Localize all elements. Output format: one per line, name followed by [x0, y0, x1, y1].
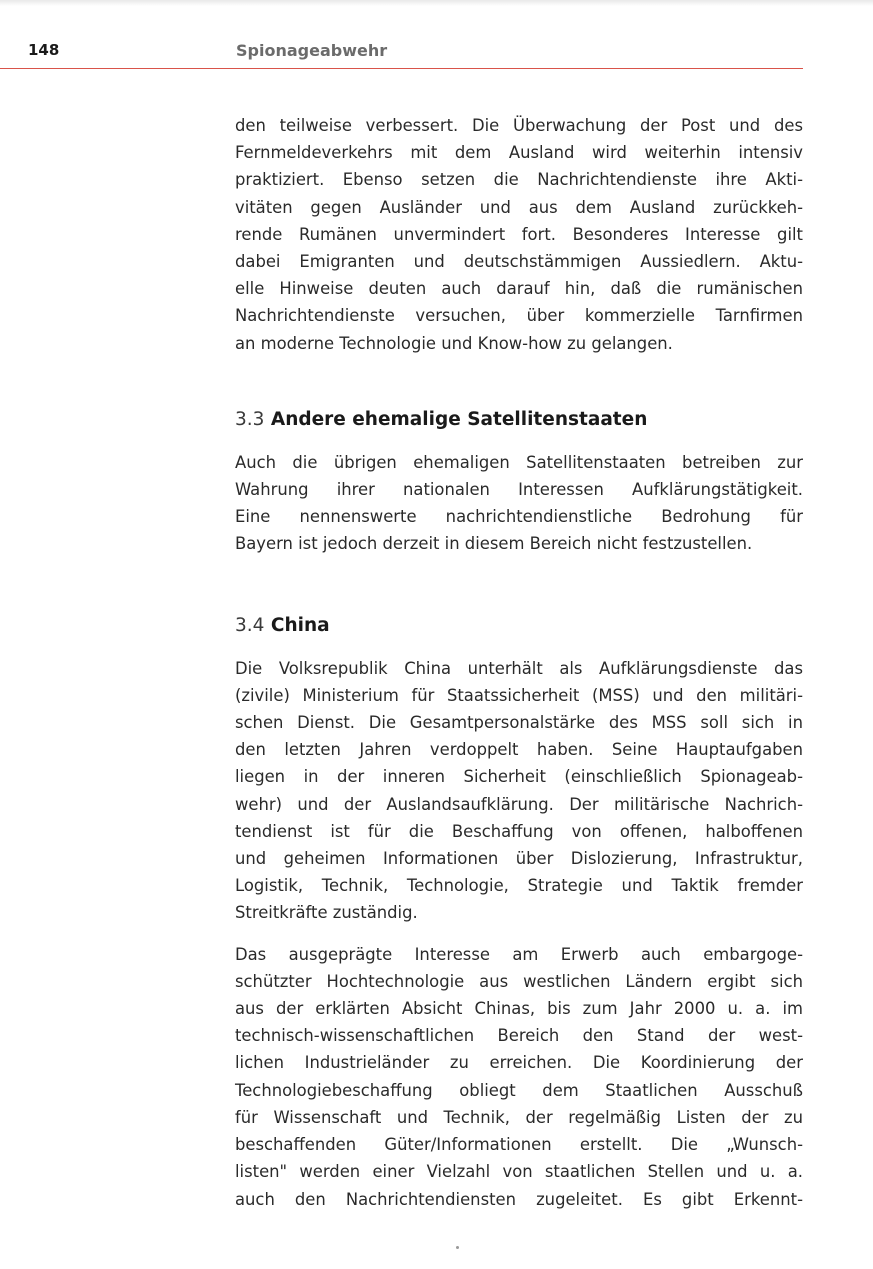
text-line: auch den Nachrichtendiensten zugeleitet. Es gibt Erkennt-	[235, 1189, 803, 1209]
section-number: 3.3	[235, 408, 265, 430]
text-line: rende Rumänen unvermindert fort. Besonderes Interesse gilt	[235, 224, 803, 244]
text-line: und geheimen Informationen über Dislozierung, Infrastruktur,	[235, 849, 803, 869]
text-line: liegen in der inneren Sicherheit (einschließlich Spionageab-	[235, 767, 803, 787]
section-title: China	[270, 614, 330, 636]
text-line: Fernmeldeverkehrs mit dem Ausland wird weiterhin intensiv	[235, 143, 803, 163]
text-line: Logistik, Technik, Technologie, Strategie und Taktik fremder	[235, 876, 803, 896]
text-line: dabei Emigranten und deutschstämmigen Aussiedlern. Aktu-	[235, 252, 803, 272]
text-line: den letzten Jahren verdoppelt haben. Seine Hauptaufgaben	[235, 740, 803, 760]
text-line: Streitkräfte zuständig.	[235, 903, 418, 923]
section-heading-3-3	[235, 408, 803, 432]
text-line: aus der erklärten Absicht Chinas, bis zum Jahr 2000 u. a. im	[235, 999, 803, 1019]
text-line: Auch die übrigen ehemaligen Satellitenstaaten betreiben zur	[235, 452, 803, 472]
intro-paragraph	[235, 112, 803, 357]
section-number: 3.4	[235, 614, 265, 636]
satellite-states-paragraph	[235, 449, 803, 558]
text-line: Eine nennenswerte nachrichtendienstliche Bedrohung für	[235, 507, 803, 527]
text-line: technisch-wissenschaftlichen Bereich den Stand der west-	[235, 1026, 803, 1046]
text-line: schützter Hochtechnologie aus westlichen Ländern ergibt sich	[235, 971, 803, 991]
page-body	[235, 112, 803, 1213]
china-paragraph-1	[235, 655, 803, 927]
running-title: Spionageabwehr	[236, 41, 388, 60]
text-line: beschaffenden Güter/Informationen erstellt. Die „Wunsch-	[235, 1135, 803, 1155]
text-line: Technologiebeschaffung obliegt dem Staatlichen Ausschuß	[235, 1080, 803, 1100]
text-line: den teilweise verbessert. Die Überwachung der Post und des	[235, 116, 803, 135]
text-line: schen Dienst. Die Gesamtpersonalstärke des MSS soll sich in	[235, 713, 803, 733]
text-line: praktiziert. Ebenso setzen die Nachrichtendienste ihre Akti-	[235, 170, 803, 190]
text-line: Nachrichtendienste versuchen, über kommerzielle Tarnfirmen	[235, 306, 803, 326]
text-line: listen" werden einer Vielzahl von staatlichen Stellen und u. a.	[235, 1162, 803, 1182]
page-number: 148	[28, 41, 60, 59]
text-line: (zivile) Ministerium für Staatssicherheit (MSS) und den militäri-	[235, 685, 803, 705]
section-title: Andere ehemalige Satellitenstaaten	[270, 408, 648, 430]
text-line: für Wissenschaft und Technik, der regelmäßig Listen der zu	[235, 1107, 803, 1127]
text-line: Die Volksrepublik China unterhält als Aufklärungsdienste das	[235, 658, 803, 678]
text-line: lichen Industrieländer zu erreichen. Die Koordinierung der	[235, 1053, 803, 1073]
china-paragraph-2	[235, 941, 803, 1213]
page-top-edge	[0, 0, 873, 6]
header-rule	[0, 68, 803, 69]
text-line: an moderne Technologie und Know-how zu gelangen.	[235, 333, 673, 353]
text-line: vitäten gegen Ausländer und aus dem Ausland zurückkeh-	[235, 197, 803, 217]
text-line: Das ausgeprägte Interesse am Erwerb auch embargoge-	[235, 944, 803, 964]
section-heading-3-4	[235, 614, 803, 638]
text-line: wehr) und der Auslandsaufklärung. Der militärische Nachrich-	[235, 794, 803, 814]
page-speck	[456, 1246, 459, 1249]
text-line: tendienst ist für die Beschaffung von offenen, halboffenen	[235, 821, 803, 841]
text-line: elle Hinweise deuten auch darauf hin, daß die rumänischen	[235, 279, 803, 299]
text-line: Wahrung ihrer nationalen Interessen Aufklärungstätigkeit.	[235, 480, 803, 500]
text-line: Bayern ist jedoch derzeit in diesem Bereich nicht festzustellen.	[235, 534, 753, 554]
